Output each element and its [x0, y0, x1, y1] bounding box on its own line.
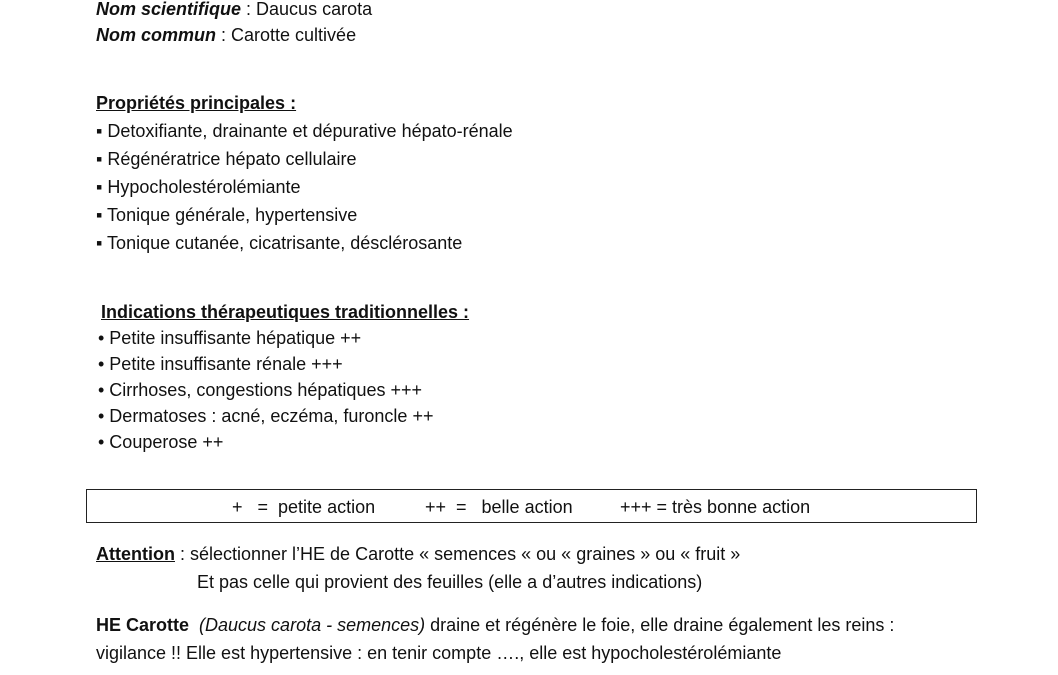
property-item: ▪ Detoxifiante, drainante et dépurative hépato-rénale — [96, 121, 513, 141]
scientific-name-value: : Daucus carota — [241, 0, 373, 19]
legend-small-action: + = petite action — [232, 497, 376, 517]
scientific-name-line — [96, 0, 372, 20]
he-carotte-label: HE Carotte — [96, 615, 190, 635]
indications-heading: Indications thérapeutiques traditionnelles : — [101, 302, 470, 322]
he-carotte-line — [96, 614, 894, 636]
indication-item: • Couperose ++ — [98, 432, 224, 452]
attention-line-2: Et pas celle qui provient des feuilles (elle a d’autres indications) — [197, 572, 703, 592]
attention-text: : sélectionner l’HE de Carotte « semences « ou « graines » ou « fruit » — [174, 544, 741, 564]
legend-box — [86, 489, 977, 523]
property-item: ▪ Régénératrice hépato cellulaire — [96, 149, 357, 169]
common-name-label: Nom commun — [96, 25, 217, 45]
attention-label: Attention — [96, 544, 175, 564]
attention-line — [96, 543, 740, 565]
property-item: ▪ Tonique générale, hypertensive — [96, 205, 358, 225]
indication-item: • Dermatoses : acné, eczéma, furoncle ++ — [98, 406, 434, 426]
properties-heading: Propriétés principales : — [96, 93, 297, 113]
indication-item: • Petite insuffisante hépatique ++ — [98, 328, 362, 348]
property-item: ▪ Tonique cutanée, cicatrisante, désclérosante — [96, 233, 463, 253]
scientific-name-label: Nom scientifique — [96, 0, 242, 19]
common-name-line — [96, 24, 356, 46]
he-carotte-line-2: vigilance !! Elle est hypertensive : en tenir compte …., elle est hypocholestérolémiante — [96, 643, 782, 663]
he-carotte-text: draine et régénère le foie, elle draine également les reins : — [425, 615, 895, 635]
legend-good-action: ++ = belle action — [425, 497, 573, 517]
indication-item: • Petite insuffisante rénale +++ — [98, 354, 343, 374]
property-item: ▪ Hypocholestérolémiante — [96, 177, 301, 197]
indication-item: • Cirrhoses, congestions hépatiques +++ — [98, 380, 422, 400]
common-name-value: : Carotte cultivée — [216, 25, 357, 45]
he-carotte-latin: (Daucus carota - semences) — [199, 615, 426, 635]
legend-very-good-action: +++ = très bonne action — [620, 497, 811, 517]
